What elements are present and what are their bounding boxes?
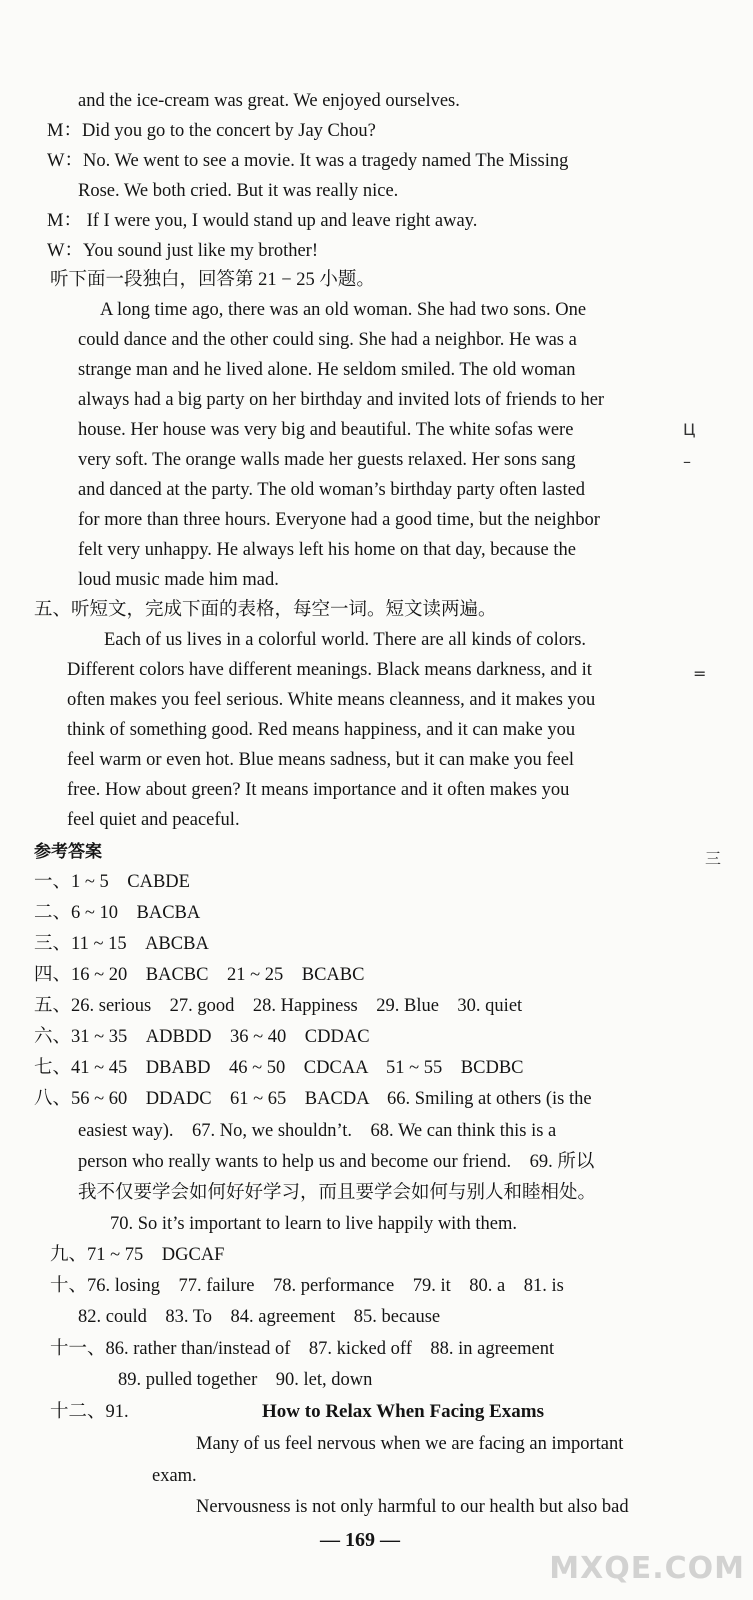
- answer-line: 八、56 ~ 60 DDADC 61 ~ 65 BACDA 66. Smiling at others (is the: [34, 1089, 592, 1109]
- answer-line: person who really wants to help us and become our friend. 69. 所以: [78, 1152, 595, 1172]
- essay-line: Many of us feel nervous when we are facing an important: [196, 1434, 624, 1454]
- monologue-line: loud music made him mad.: [78, 570, 279, 590]
- dialogue-line: and the ice-cream was great. We enjoyed ourselves.: [78, 91, 460, 111]
- answer-line: 二、6 ~ 10 BACBA: [34, 903, 201, 923]
- dialogue-line: W：No. We went to see a movie. It was a tragedy named The Missing: [47, 151, 569, 171]
- essay-line: exam.: [152, 1466, 197, 1486]
- answer-line: 70. So it’s important to learn to live happily with them.: [110, 1214, 517, 1234]
- passage-line: free. How about green? It means importance and it often makes you: [67, 780, 570, 800]
- essay-title: How to Relax When Facing Exams: [262, 1401, 545, 1422]
- margin-mark: 三: [705, 849, 722, 868]
- margin-mark: –: [683, 452, 691, 471]
- passage-line: feel warm or even hot. Blue means sadness, but it can make you feel: [67, 750, 575, 770]
- answer-line: 十二、91.: [50, 1402, 129, 1422]
- essay-line: Nervousness is not only harmful to our health but also bad: [196, 1497, 629, 1517]
- monologue-instruction: 听下面一段独白，回答第 21 − 25 小题。: [50, 270, 375, 290]
- monologue-line: house. Her house was very big and beautiful. The white sofas were: [78, 420, 574, 440]
- answer-line: 我不仅要学会如何好好学习，而且要学会如何与别人和睦相处。: [78, 1183, 597, 1203]
- monologue-line: and danced at the party. The old woman’s birthday party often lasted: [78, 480, 586, 500]
- monologue-line: always had a big party on her birthday and invited lots of friends to her: [78, 390, 605, 410]
- monologue-line: could dance and the other could sing. She had a neighbor. He was a: [78, 330, 577, 350]
- monologue-line: strange man and he lived alone. He seldom smiled. The old woman: [78, 360, 576, 380]
- answer-line: 九、71 ~ 75 DGCAF: [50, 1245, 225, 1265]
- answer-line: 三、11 ~ 15 ABCBA: [34, 934, 209, 954]
- answer-line: easiest way). 67. No, we shouldn’t. 68. We can think this is a: [78, 1121, 557, 1141]
- passage-line: Each of us lives in a colorful world. There are all kinds of colors.: [104, 630, 587, 650]
- answer-line: 四、16 ~ 20 BACBC 21 ~ 25 BCABC: [34, 965, 365, 985]
- dialogue-line: M：Did you go to the concert by Jay Chou?: [47, 121, 376, 141]
- section-5-instruction: 五、听短文，完成下面的表格，每空一词。短文读两遍。: [34, 600, 497, 620]
- answer-line: 十、76. losing 77. failure 78. performance 79. it 80. a 81. is: [50, 1276, 564, 1296]
- passage-line: often makes you feel serious. White means cleanness, and it makes you: [67, 690, 596, 710]
- monologue-line: felt very unhappy. He always left his home on that day, because the: [78, 540, 576, 560]
- passage-line: think of something good. Red means happiness, and it can make you: [67, 720, 576, 740]
- answer-line: 82. could 83. To 84. agreement 85. because: [78, 1307, 441, 1327]
- passage-line: Different colors have different meanings. Black means darkness, and it: [67, 660, 592, 680]
- answer-line: 六、31 ~ 35 ADBDD 36 ~ 40 CDDAC: [34, 1027, 370, 1047]
- dialogue-line: W：You sound just like my brother!: [47, 241, 318, 261]
- page-number: — 169 —: [320, 1529, 400, 1551]
- monologue-line: for more than three hours. Everyone had a good time, but the neighbor: [78, 510, 600, 530]
- answers-heading: 参考答案: [34, 842, 102, 862]
- margin-mark: Ц: [683, 420, 696, 439]
- answer-line: 十一、86. rather than/instead of 87. kicked off 88. in agreement: [50, 1339, 555, 1359]
- watermark-logo: MXQE.COM: [549, 1551, 745, 1586]
- dialogue-line: M： If I were you, I would stand up and leave right away.: [47, 211, 478, 231]
- answer-line: 五、26. serious 27. good 28. Happiness 29. Blue 30. quiet: [34, 996, 523, 1016]
- answer-line: 89. pulled together 90. let, down: [118, 1370, 373, 1390]
- monologue-line: very soft. The orange walls made her guests relaxed. Her sons sang: [78, 450, 576, 470]
- dialogue-line: Rose. We both cried. But it was really nice.: [78, 181, 399, 201]
- monologue-line: A long time ago, there was an old woman. She had two sons. One: [100, 300, 587, 320]
- margin-mark: =: [693, 664, 707, 683]
- answer-line: 一、1 ~ 5 CABDE: [34, 872, 190, 892]
- passage-line: feel quiet and peaceful.: [67, 810, 240, 830]
- answer-line: 七、41 ~ 45 DBABD 46 ~ 50 CDCAA 51 ~ 55 BCDBC: [34, 1058, 524, 1078]
